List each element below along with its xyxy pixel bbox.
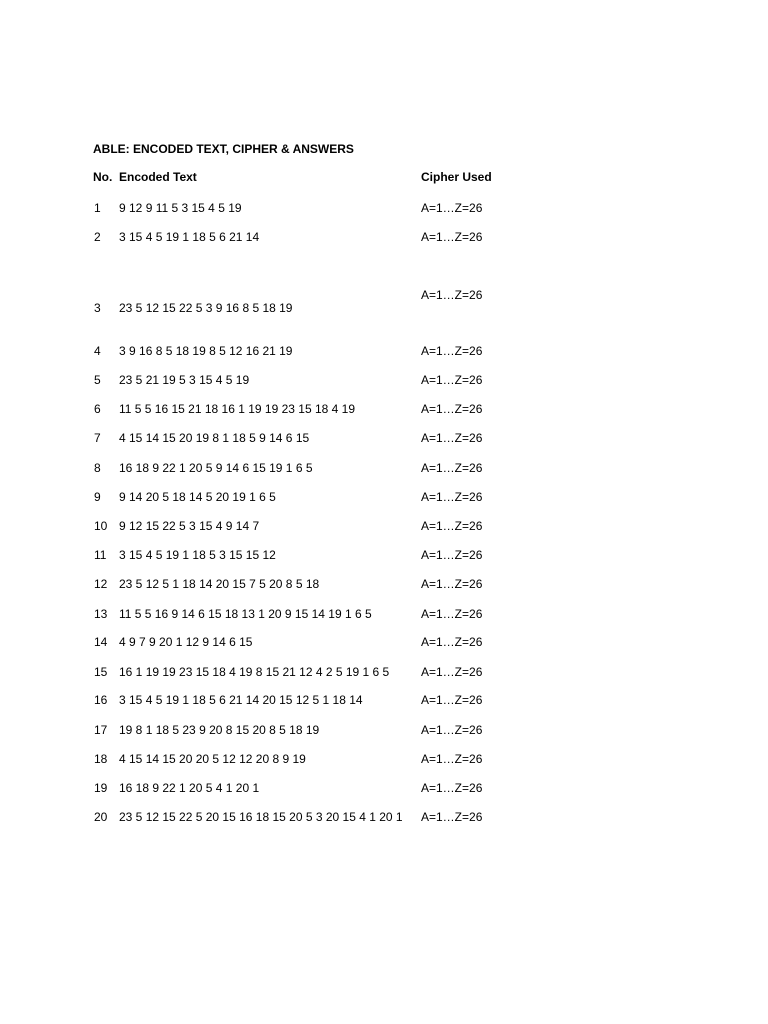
row-number: 14: [94, 635, 108, 649]
encoded-text: 16 18 9 22 1 20 5 9 14 6 15 19 1 6 5: [119, 461, 313, 475]
encoded-text: 19 8 1 18 5 23 9 20 8 15 20 8 5 18 19: [119, 723, 320, 737]
encoded-text: 9 12 15 22 5 3 15 4 9 14 7: [119, 519, 260, 533]
row-number: 9: [94, 490, 101, 504]
table-row: [0, 634, 768, 650]
cipher-used: A=1…Z=26: [421, 781, 483, 795]
encoded-text: 16 1 19 19 23 15 18 4 19 8 15 21 12 4 2 5 19 1 6 5: [119, 665, 390, 679]
row-number: 18: [94, 752, 108, 766]
row-number: 5: [94, 373, 101, 387]
cipher-used: A=1…Z=26: [421, 577, 483, 591]
table-row: [0, 430, 768, 446]
row-number: 12: [94, 577, 108, 591]
cipher-used: A=1…Z=26: [421, 201, 483, 215]
row-number: 11: [94, 548, 107, 562]
row-number: 19: [94, 781, 108, 795]
table-row: [0, 547, 768, 563]
row-number: 6: [94, 402, 101, 416]
column-header-no: No.: [93, 170, 113, 184]
page-title: ABLE: ENCODED TEXT, CIPHER & ANSWERS: [93, 142, 354, 156]
table-row: [0, 576, 768, 592]
cipher-used: A=1…Z=26: [421, 461, 483, 475]
table-row: [0, 489, 768, 505]
encoded-text: 3 9 16 8 5 18 19 8 5 12 16 21 19: [119, 344, 293, 358]
encoded-text: 9 12 9 11 5 3 15 4 5 19: [119, 201, 242, 215]
column-header-cipher-used: Cipher Used: [421, 170, 492, 184]
encoded-text: 11 5 5 16 15 21 18 16 1 19 19 23 15 18 4 19: [119, 402, 355, 416]
encoded-text: 23 5 12 5 1 18 14 20 15 7 5 20 8 5 18: [119, 577, 320, 591]
column-header-encoded-text: Encoded Text: [119, 170, 197, 184]
cipher-used: A=1…Z=26: [421, 402, 483, 416]
table-row: [0, 780, 768, 796]
table-row: [0, 692, 768, 708]
encoded-text: 3 15 4 5 19 1 18 5 3 15 15 12: [119, 548, 276, 562]
table-row: [0, 372, 768, 388]
table-row: [0, 229, 768, 245]
table-row: [0, 751, 768, 767]
encoded-text: 23 5 12 15 22 5 3 9 16 8 5 18 19: [119, 301, 293, 315]
cipher-used: A=1…Z=26: [421, 519, 483, 533]
cipher-used: A=1…Z=26: [421, 723, 483, 737]
row-number: 15: [94, 665, 108, 679]
cipher-used: A=1…Z=26: [421, 490, 483, 504]
cipher-used: A=1…Z=26: [421, 665, 483, 679]
row-number: 3: [94, 301, 101, 315]
encoded-text: 4 15 14 15 20 20 5 12 12 20 8 9 19: [119, 752, 306, 766]
cipher-used: A=1…Z=26: [421, 635, 483, 649]
cipher-used: A=1…Z=26: [421, 373, 483, 387]
cipher-used: A=1…Z=26: [421, 344, 483, 358]
row-number: 1: [94, 201, 101, 215]
table-row: [0, 809, 768, 825]
row-number: 4: [94, 344, 101, 358]
table-row: [0, 200, 768, 216]
encoded-text: 11 5 5 16 9 14 6 15 18 13 1 20 9 15 14 19 1 6 5: [119, 607, 372, 621]
row-number: 20: [94, 810, 108, 824]
table-row: [0, 722, 768, 738]
encoded-text: 23 5 12 15 22 5 20 15 16 18 15 20 5 3 20 15 4 1 20 1: [119, 810, 403, 824]
cipher-used: A=1…Z=26: [421, 607, 483, 621]
encoded-text: 9 14 20 5 18 14 5 20 19 1 6 5: [119, 490, 276, 504]
row-number: 2: [94, 230, 101, 244]
row-number: 10: [94, 519, 108, 533]
table-row: [0, 606, 768, 622]
table-row: [0, 288, 768, 316]
cipher-used: A=1…Z=26: [421, 810, 483, 824]
table-row: [0, 664, 768, 680]
row-number: 8: [94, 461, 101, 475]
table-row: [0, 518, 768, 534]
encoded-text: 4 15 14 15 20 19 8 1 18 5 9 14 6 15: [119, 431, 310, 445]
cipher-used: A=1…Z=26: [421, 288, 483, 302]
table-row: [0, 401, 768, 417]
encoded-text: 3 15 4 5 19 1 18 5 6 21 14: [119, 230, 260, 244]
table-row: [0, 460, 768, 476]
cipher-used: A=1…Z=26: [421, 230, 483, 244]
cipher-used: A=1…Z=26: [421, 548, 483, 562]
table-row: [0, 343, 768, 359]
cipher-used: A=1…Z=26: [421, 693, 483, 707]
cipher-used: A=1…Z=26: [421, 431, 483, 445]
row-number: 17: [94, 723, 108, 737]
encoded-text: 16 18 9 22 1 20 5 4 1 20 1: [119, 781, 260, 795]
encoded-text: 4 9 7 9 20 1 12 9 14 6 15: [119, 635, 253, 649]
row-number: 16: [94, 693, 108, 707]
row-number: 13: [94, 607, 108, 621]
encoded-text: 23 5 21 19 5 3 15 4 5 19: [119, 373, 250, 387]
encoded-text: 3 15 4 5 19 1 18 5 6 21 14 20 15 12 5 1 18 14: [119, 693, 363, 707]
cipher-used: A=1…Z=26: [421, 752, 483, 766]
row-number: 7: [94, 431, 101, 445]
